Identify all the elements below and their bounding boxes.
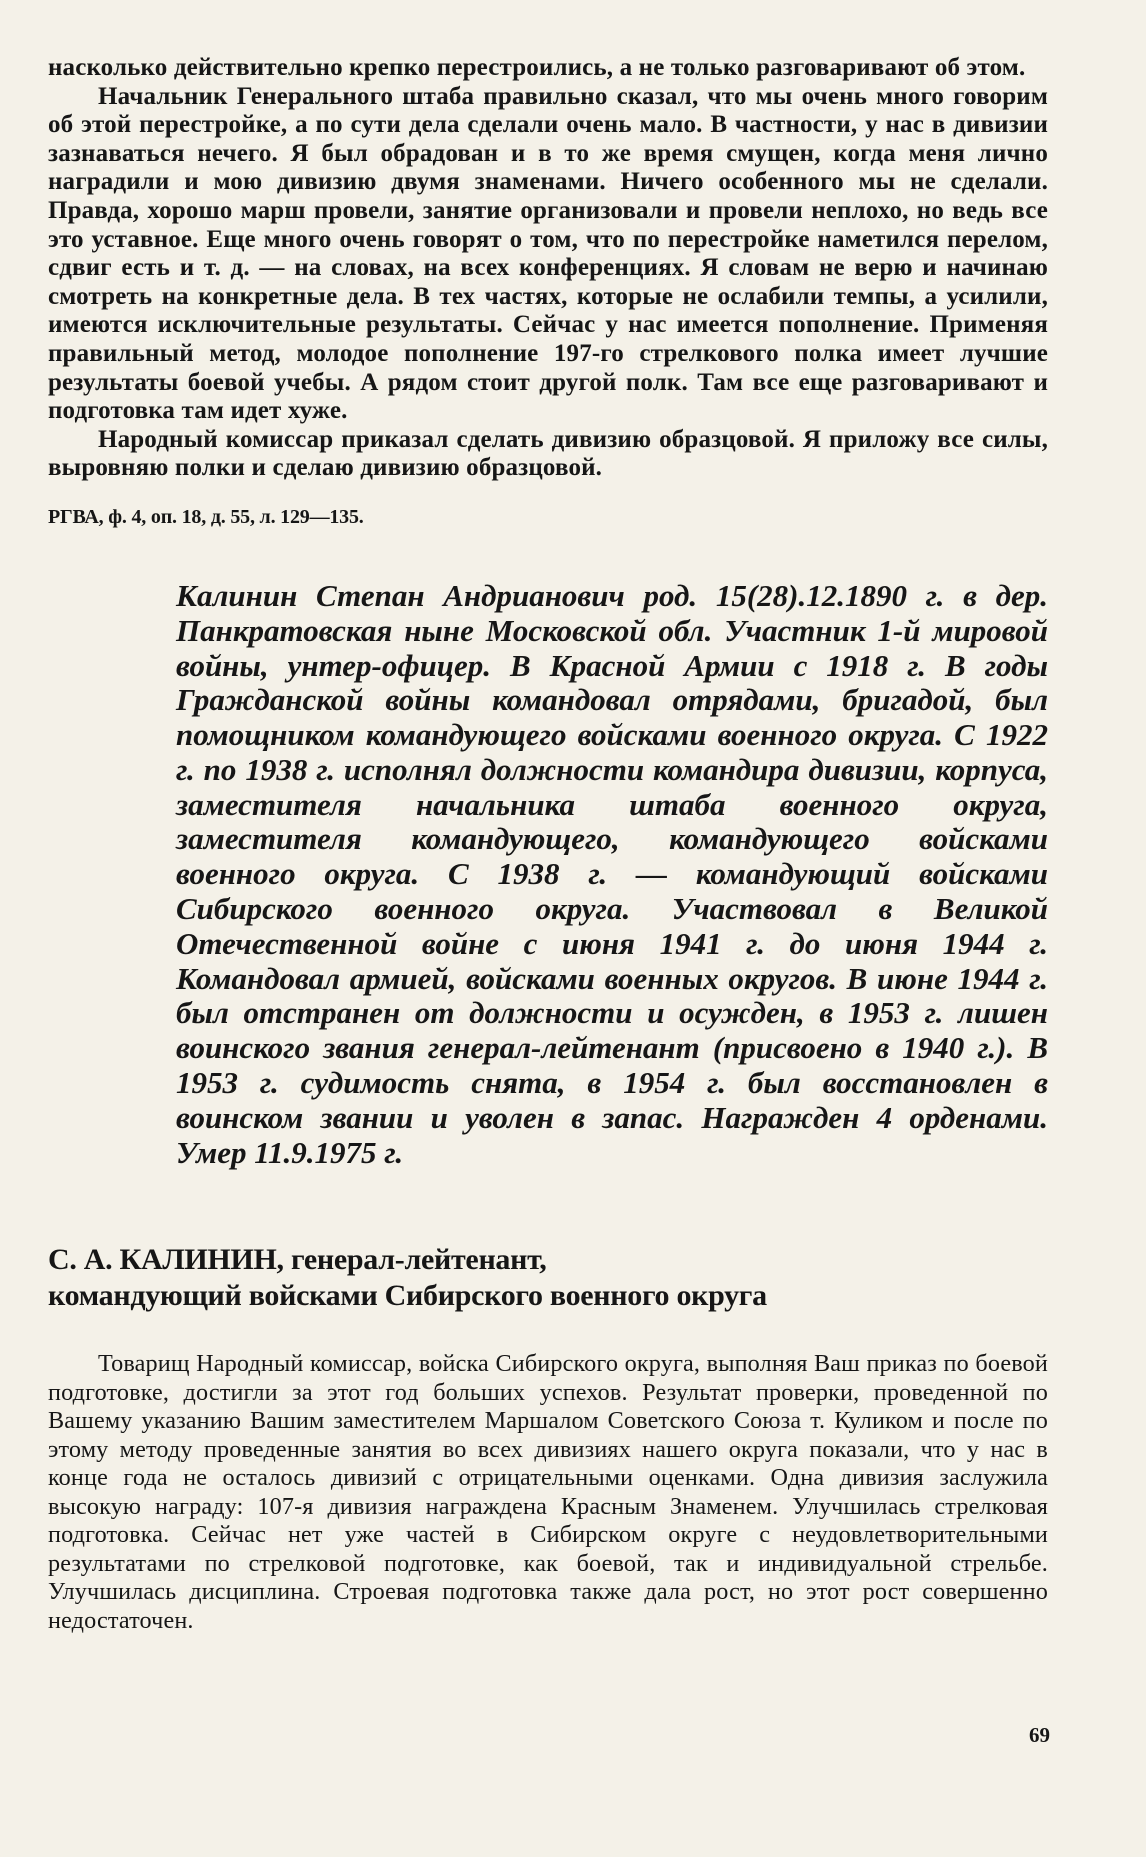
speaker-heading-line-2: командующий войсками Сибирского военного округа <box>48 1279 767 1313</box>
paragraph-chief-of-staff: Начальник Генерального штаба правильно сказал, что мы очень много говорим об этой перестройке, а по сути дела сделали очень мало. В частности, у нас в дивизии зазнаваться нечего. Я был обрадован и в то же время смущен, когда меня лично наградили и мою дивизию двумя знаменами. Ничего особенного мы не сделали. Правда, хорошо марш провели, занятие организовали и провели неплохо, но ведь все это уставное. Еще много очень говорят о том, что по перестройке наметился перелом, сдвиг есть и т. д. — на словах, на всех конференциях. Я словам не верю и начинаю смотреть на конкретные дела. В тех частях, которые не ослабили темпы, а усилили, имеются исключительные результаты. Сейчас у нас имеется пополнение. Применяя правильный метод, молодое пополнение 197-го стрелкового полка имеет лучшие результаты боевой учебы. А рядом стоит другой полк. Там все еще разговаривают и подготовка там идет хуже. <box>48 82 1048 425</box>
page-number: 69 <box>1029 1723 1050 1747</box>
speech-paragraph: Товарищ Народный комиссар, войска Сибирского округа, выполняя Ваш приказ по боевой подготовке, достигли за этот год больших успехов. Результат проверки, проведенной по Вашему указанию Вашим заместителем Маршалом Советского Союза т. Куликом и после по этому методу проведенные занятия во всех дивизиях нашего округа показали, что у нас в конце года не осталось дивизий с отрицательными оценками. Одна дивизия заслужила высокую награду: 107-я дивизия награждена Красным Знаменем. Улучшилась стрелковая подготовка. Сейчас нет уже частей в Сибирском округе с неудовлетворительными результатами по стрелковой подготовке, как боевой, так и индивидуальной стрельбе. Улучшилась дисциплина. Строевая подготовка также дала рост, но этот рост совершенно недостаточен. <box>48 1350 1048 1634</box>
biography-note: Калинин Степан Андрианович род. 15(28).12.1890 г. в дер. Панкратовская ныне Московской обл. Участник 1-й мировой войны, унтер-офицер. В Красной Армии с 1918 г. В годы Гражданской войны командовал отрядами, бригадой, был помощником командующего войсками военного округа. С 1922 г. по 1938 г. исполнял должности командира дивизии, корпуса, заместителя начальника штаба военного округа, заместителя командующего, командующего войсками военного округа. С 1938 г. — командующий войсками Сибирского военного округа. Участвовал в Великой Отечественной войне с июня 1941 г. до июня 1944 г. Командовал армией, войсками военных округов. В июне 1944 г. был отстранен от должности и осужден, в 1953 г. лишен воинского звания генерал-лейтенант (присвоено в 1940 г.). В 1953 г. судимость снята, в 1954 г. был восстановлен в воинском звании и уволен в запас. Награжден 4 орденами. Умер 11.9.1975 г. <box>176 577 1048 1170</box>
archive-source-reference: РГВА, ф. 4, оп. 18, д. 55, л. 129—135. <box>48 505 364 528</box>
paragraph-peoples-commissar: Народный комиссар приказал сделать дивизию образцовой. Я приложу все силы, выровняю полки и сделаю дивизию образцовой. <box>48 425 1048 482</box>
paragraph-continuation: насколько действительно крепко перестроились, а не только разговаривают об этом. <box>48 54 1026 81</box>
speaker-heading <box>48 1242 1048 1314</box>
document-page <box>48 54 1048 1635</box>
speaker-heading-line-1: С. А. КАЛИНИН, генерал-лейтенант, <box>48 1243 547 1277</box>
